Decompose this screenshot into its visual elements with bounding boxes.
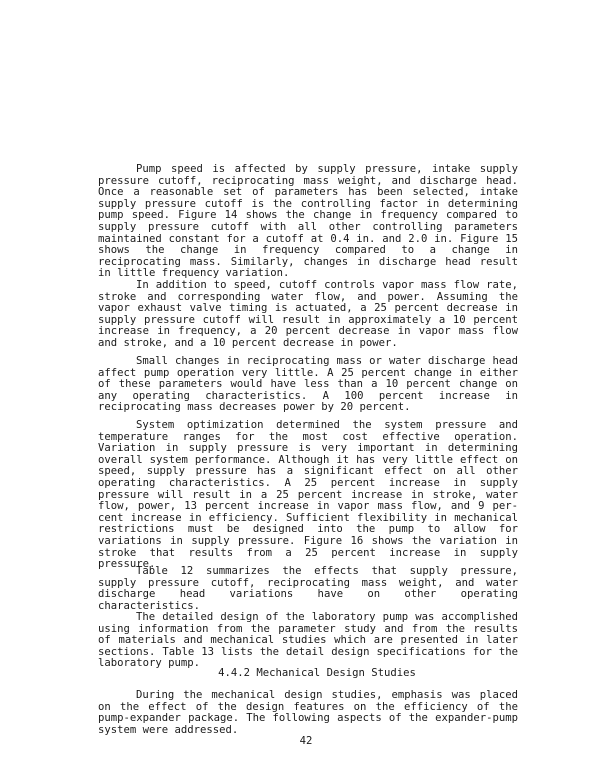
paragraph-cutoff-effects: In addition to speed, cutoff controls vapor mass flow rate, stroke and corresponding water flow, and power. Assuming the vapor exhaust valve timing is actuated, a 25 percent decrease in supply pressure cutoff will result in approximately a 10 percent increase in frequency, a 20 percent decrease in vapor mass flow and stroke, and a 10 percent decrease in power. [98,279,518,349]
page-number: 42 [299,735,313,747]
paragraph-system-optimization: System optimization determined the system pressure and temperature ranges for the most cost effective operation. Variation in supply pressure is very important in determining overall system performance. Although it has very little effect on speed, supply pressure has a significant effect on all other operating characteristics. A 25 percent increase in supply pressure will result in a 25 percent increase in stroke, water flow, power, 13 percent increase in vapor mass flow, and 9 percent increase in efficiency. Sufficient flexibility in mechanical restrictions must be designed into the pump to allow for variations in supply pressure. Figure 16 shows the variation in stroke that results from a 25 percent increase in supply pressure. [98,419,518,571]
paragraph-mechanical-design-studies: During the mechanical design studies, emphasis was placed on the effect of the design features on the efficiency of the pump-expander package. The following aspects of the expander-pump system were addressed. [98,689,518,736]
paragraph-table-12-summary: Table 12 summarizes the effects that supply pressure, supply pressure cutoff, reciprocating mass weight, and water discharge head variations have on other operating characteristics. [98,565,518,612]
paragraph-reciprocating-mass: Small changes in reciprocating mass or water discharge head affect pump operation very little. A 25 percent change in either of these parameters would have less than a 10 percent change on any operating characteristics. A 100 percent increase in reciprocating mass decreases power by 20 percent. [98,355,518,414]
section-heading: 4.4.2 Mechanical Design Studies [218,667,416,679]
paragraph-detailed-design: The detailed design of the laboratory pump was accomplished using information from the parameter study and from the results of materials and mechanical studies which are presented in later sections. Table 13 lists the detail design specifications for the laboratory pump. [98,611,518,670]
paragraph-pump-speed: Pump speed is affected by supply pressure, intake supply pressure cutoff, reciprocating mass weight, and discharge head. Once a reasonable set of parameters has been selected, intake supply pressure cutoff is the controlling factor in determining pump speed. Figure 14 shows the change in frequency compared to supply pressure cutoff with all other controlling parameters maintained constant for a cutoff at 0.4 in. and 2.0 in. Figure 15 shows the change in frequency compared to a change in reciprocating mass. Similarly, changes in discharge head result in little frequency variation. [98,163,518,280]
